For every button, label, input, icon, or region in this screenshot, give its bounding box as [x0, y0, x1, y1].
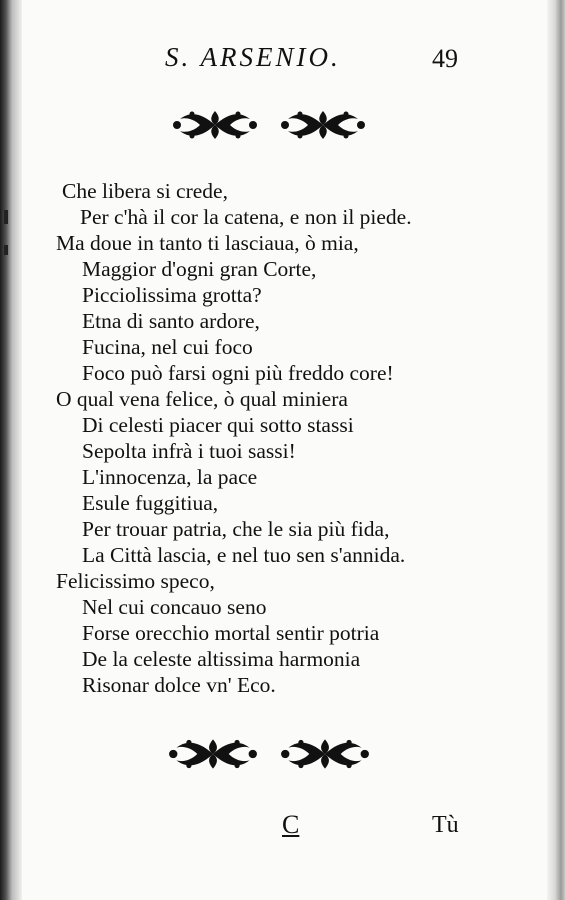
- poem-line: Per c'hà il cor la catena, e non il piede.: [80, 205, 412, 229]
- poem-line: De la celeste altissima harmonia: [82, 647, 361, 671]
- poem-line: Per trouar patria, che le sia più fida,: [82, 517, 390, 541]
- signature-mark: C: [282, 810, 300, 839]
- poem-line: Maggior d'ogni gran Corte,: [82, 257, 317, 281]
- poem-line: L'innocenza, la pace: [82, 465, 258, 489]
- poem-line: Foco può farsi ogni più freddo core!: [82, 361, 394, 385]
- poem-line: Ma doue in tanto ti lasciaua, ò mia,: [56, 231, 359, 255]
- poem-line: Picciolissima grotta?: [82, 283, 262, 307]
- poem-line: O qual vena felice, ò qual miniera: [56, 387, 348, 411]
- poem-line: Nel cui concauo seno: [82, 595, 267, 619]
- poem-line: Forse orecchio mortal sentir potria: [82, 621, 380, 645]
- running-title: S. ARSENIO.: [165, 42, 341, 72]
- fleuron-ornament-icon: [172, 107, 258, 143]
- page-number: 49: [432, 44, 458, 73]
- fleuron-ornament-icon: [280, 107, 366, 143]
- poem-line: Risonar dolce vn' Eco.: [82, 673, 276, 697]
- poem-line: Sepolta infrà i tuoi sassi!: [82, 439, 296, 463]
- poem-line: Fucina, nel cui foco: [82, 335, 253, 359]
- fleuron-ornament-icon: [168, 735, 258, 773]
- gutter-mark: [4, 210, 8, 224]
- catchword: Tù: [432, 812, 459, 838]
- header-ornament: [172, 107, 366, 143]
- poem-line: Esule fuggitiua,: [82, 491, 219, 515]
- footer-ornament: [168, 735, 370, 773]
- fleuron-ornament-icon: [280, 735, 370, 773]
- page-edge: [547, 0, 565, 900]
- poem-line: Che libera si crede,: [62, 179, 228, 203]
- poem-line: Etna di santo ardore,: [82, 309, 260, 333]
- poem-line: La Città lascia, e nel tuo sen s'annida.: [82, 543, 406, 567]
- gutter-mark: [4, 245, 8, 255]
- poem-line: Di celesti piacer qui sotto stassi: [82, 413, 354, 437]
- poem-line: Felicissimo speco,: [56, 569, 215, 593]
- binding-gutter: [0, 0, 22, 900]
